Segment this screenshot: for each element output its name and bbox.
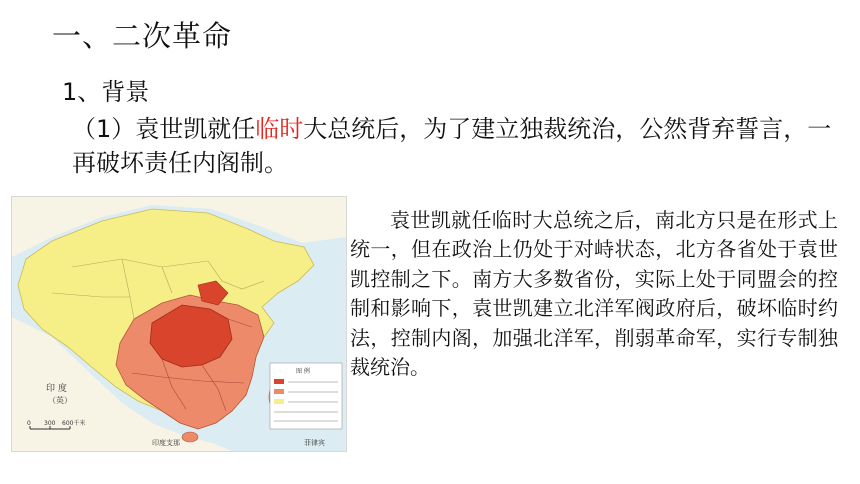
map-label-indochina: 印度支那 xyxy=(152,439,180,447)
scale-label-600: 600千米 xyxy=(62,420,86,427)
section-title: 1、背景 xyxy=(62,78,150,106)
paragraph-prefix: （1）袁世凯就任 xyxy=(72,115,256,143)
background-paragraph xyxy=(72,112,832,180)
legend-swatch-north xyxy=(274,399,284,404)
legend-swatch-area xyxy=(274,389,284,394)
map-label-india: 印 度 xyxy=(46,384,67,394)
paragraph-suffix: 大总统后，为了建立独裁统治，公然背弃誓言，一再破坏责任内阁制。 xyxy=(72,115,832,177)
scale-label-300: 300 xyxy=(44,420,56,427)
paragraph-highlight: 临时 xyxy=(255,115,304,143)
legend-title: 图 例 xyxy=(296,368,310,375)
map-legend xyxy=(270,363,342,429)
hainan-island xyxy=(182,432,198,442)
slide-title: 一、二次革命 xyxy=(52,19,233,53)
description-text: 袁世凯就任临时大总统之后，南北方只是在形式上统一，但在政治上仍处于对峙状态，北方各省处于袁世凯控制之下。南方大多数省份，实际上处于同盟会的控制和影响下，袁世凯建立北洋军阀政府后，破坏临时约法，控制内阁，加强北洋军，削弱革命军，实行专制独裁统治。 xyxy=(350,208,838,380)
legend-swatch-core xyxy=(274,379,284,384)
map-label-philippines: 菲律宾 xyxy=(304,439,325,447)
map-label-india-sub: （英） xyxy=(48,396,72,405)
map-graphic xyxy=(12,197,346,451)
scale-label-0: 0 xyxy=(27,420,31,427)
historical-map xyxy=(11,196,347,452)
